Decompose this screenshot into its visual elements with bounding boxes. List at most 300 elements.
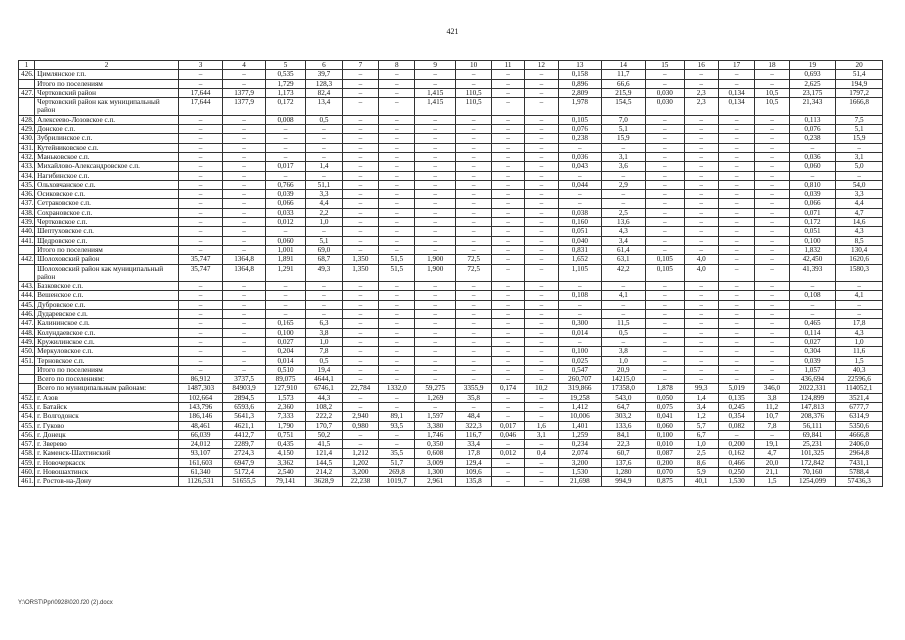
value-cell: – xyxy=(524,468,558,477)
value-cell: – xyxy=(755,125,789,134)
table-row xyxy=(19,291,883,300)
value-cell: 1487,303 xyxy=(178,384,223,393)
value-cell: 6947,9 xyxy=(223,458,265,467)
value-cell: 0,040 xyxy=(559,236,601,245)
value-cell: 0,044 xyxy=(559,180,601,189)
value-cell: – xyxy=(559,171,601,180)
value-cell: – xyxy=(646,365,684,374)
row-number-cell: 454. xyxy=(19,412,35,421)
value-cell: 4644,1 xyxy=(306,375,342,384)
value-cell: – xyxy=(524,440,558,449)
row-number-cell: 458. xyxy=(19,449,35,458)
value-cell: – xyxy=(718,282,754,291)
value-cell: 5,019 xyxy=(718,384,754,393)
value-cell: – xyxy=(646,79,684,88)
value-cell: – xyxy=(524,393,558,402)
value-cell: 2289,7 xyxy=(223,440,265,449)
value-cell: – xyxy=(524,337,558,346)
value-cell: 0,174 xyxy=(492,384,524,393)
value-cell: – xyxy=(718,328,754,337)
value-cell: – xyxy=(223,236,265,245)
value-cell: 3628,9 xyxy=(306,477,342,486)
value-cell: – xyxy=(718,245,754,254)
value-cell: – xyxy=(646,199,684,208)
value-cell: – xyxy=(524,134,558,143)
value-cell: 0,100 xyxy=(646,430,684,439)
value-cell: – xyxy=(178,115,223,124)
row-number-cell: 438. xyxy=(19,208,35,217)
value-cell: – xyxy=(178,319,223,328)
row-number-cell: 445. xyxy=(19,300,35,309)
value-cell: – xyxy=(178,162,223,171)
value-cell: 7,0 xyxy=(601,115,646,124)
value-cell: 0,766 xyxy=(265,180,305,189)
value-cell: – xyxy=(684,125,718,134)
value-cell: 6593,6 xyxy=(223,402,265,411)
value-cell: – xyxy=(455,162,491,171)
value-cell: 127,910 xyxy=(265,384,305,393)
value-cell: – xyxy=(223,319,265,328)
value-cell: – xyxy=(415,171,455,180)
value-cell: 10,2 xyxy=(524,384,558,393)
value-cell: 0,466 xyxy=(718,458,754,467)
value-cell: – xyxy=(524,190,558,199)
value-cell: – xyxy=(342,199,378,208)
value-cell: 1,415 xyxy=(415,88,455,97)
column-header: 14 xyxy=(601,61,646,70)
column-header: 7 xyxy=(342,61,378,70)
value-cell: 114052,1 xyxy=(836,384,883,393)
value-cell: 161,603 xyxy=(178,458,223,467)
value-cell: 64,7 xyxy=(601,402,646,411)
value-cell: – xyxy=(718,218,754,227)
value-cell: – xyxy=(455,310,491,319)
value-cell: – xyxy=(178,236,223,245)
value-cell: 10,5 xyxy=(755,88,789,97)
value-cell: 10,5 xyxy=(755,98,789,116)
row-name-cell: Всего по поселениям: xyxy=(35,375,179,384)
table-body xyxy=(19,70,883,486)
value-cell: – xyxy=(524,319,558,328)
value-cell: 5641,3 xyxy=(223,412,265,421)
value-cell: 11,2 xyxy=(755,402,789,411)
value-cell: – xyxy=(342,245,378,254)
value-cell: – xyxy=(178,300,223,309)
value-cell: – xyxy=(755,134,789,143)
value-cell: – xyxy=(178,347,223,356)
value-cell: – xyxy=(646,245,684,254)
value-cell: 208,376 xyxy=(789,412,836,421)
value-cell: – xyxy=(524,458,558,467)
value-cell: – xyxy=(455,79,491,88)
data-table xyxy=(18,60,883,487)
value-cell: 84,1 xyxy=(601,430,646,439)
value-cell: – xyxy=(524,88,558,97)
row-number-cell: 444. xyxy=(19,291,35,300)
table-row xyxy=(19,143,883,152)
value-cell: – xyxy=(379,337,415,346)
table-row xyxy=(19,255,883,264)
value-cell: 5,0 xyxy=(836,162,883,171)
value-cell: – xyxy=(524,375,558,384)
row-number-cell xyxy=(19,365,35,374)
column-header: 8 xyxy=(379,61,415,70)
value-cell: – xyxy=(178,356,223,365)
value-cell: – xyxy=(492,180,524,189)
value-cell: 7,5 xyxy=(836,115,883,124)
value-cell: – xyxy=(718,199,754,208)
value-cell: – xyxy=(492,88,524,97)
value-cell: – xyxy=(524,199,558,208)
value-cell: – xyxy=(492,98,524,116)
row-name-cell: Итого по поселениям xyxy=(35,79,179,88)
value-cell: 3,1 xyxy=(601,152,646,161)
value-cell: 1,415 xyxy=(415,98,455,116)
value-cell: 11,6 xyxy=(836,347,883,356)
value-cell: – xyxy=(524,98,558,116)
value-cell: – xyxy=(684,319,718,328)
value-cell: 0,875 xyxy=(646,477,684,486)
value-cell: 0,017 xyxy=(265,162,305,171)
value-cell: 0,113 xyxy=(789,115,836,124)
value-cell: 60,7 xyxy=(601,449,646,458)
value-cell: 110,5 xyxy=(455,88,491,97)
value-cell: – xyxy=(718,134,754,143)
value-cell: 3,8 xyxy=(306,328,342,337)
value-cell: 5,1 xyxy=(601,125,646,134)
value-cell: – xyxy=(379,180,415,189)
value-cell: 0,100 xyxy=(265,328,305,337)
value-cell: 0,076 xyxy=(789,125,836,134)
value-cell: – xyxy=(559,337,601,346)
value-cell: – xyxy=(178,125,223,134)
value-cell: – xyxy=(342,227,378,236)
value-cell: – xyxy=(524,328,558,337)
value-cell: 0,5 xyxy=(601,328,646,337)
value-cell: – xyxy=(342,79,378,88)
value-cell: – xyxy=(223,152,265,161)
table-row xyxy=(19,412,883,421)
column-header: 15 xyxy=(646,61,684,70)
value-cell: 0,017 xyxy=(492,421,524,430)
value-cell: 1,057 xyxy=(789,365,836,374)
value-cell: 35,5 xyxy=(379,449,415,458)
value-cell: – xyxy=(684,245,718,254)
value-cell: – xyxy=(379,208,415,217)
value-cell: 0,896 xyxy=(559,79,601,88)
value-cell: 1,5 xyxy=(836,356,883,365)
value-cell: 10,006 xyxy=(559,412,601,421)
value-cell: 1,900 xyxy=(415,255,455,264)
row-number-cell xyxy=(19,98,35,116)
value-cell: 1666,8 xyxy=(836,98,883,116)
value-cell: – xyxy=(379,245,415,254)
value-cell: – xyxy=(684,291,718,300)
value-cell: 4,3 xyxy=(601,227,646,236)
table-row xyxy=(19,347,883,356)
value-cell: 11,7 xyxy=(601,70,646,79)
table-row xyxy=(19,337,883,346)
value-cell: – xyxy=(755,190,789,199)
value-cell: – xyxy=(178,337,223,346)
value-cell: 4,7 xyxy=(755,449,789,458)
value-cell: – xyxy=(379,162,415,171)
value-cell: – xyxy=(306,227,342,236)
value-cell: 70,160 xyxy=(789,468,836,477)
value-cell: – xyxy=(646,190,684,199)
value-cell: – xyxy=(379,199,415,208)
value-cell: 17,8 xyxy=(836,319,883,328)
value-cell: – xyxy=(455,171,491,180)
value-cell: – xyxy=(415,125,455,134)
value-cell: 2,5 xyxy=(601,208,646,217)
value-cell: 2,809 xyxy=(559,88,601,97)
row-name-cell: Шолоховский район как муниципальный район xyxy=(35,264,179,282)
value-cell: 1,2 xyxy=(684,412,718,421)
column-header: 4 xyxy=(223,61,265,70)
value-cell: 0,435 xyxy=(265,440,305,449)
value-cell: – xyxy=(415,282,455,291)
value-cell: 1,891 xyxy=(265,255,305,264)
table-row xyxy=(19,384,883,393)
value-cell: – xyxy=(455,190,491,199)
value-cell: – xyxy=(415,356,455,365)
value-cell: 1,350 xyxy=(342,264,378,282)
value-cell: 21,343 xyxy=(789,98,836,116)
value-cell: 14,6 xyxy=(836,218,883,227)
value-cell: – xyxy=(223,365,265,374)
row-name-cell: Итого по поселениям xyxy=(35,365,179,374)
row-number-cell xyxy=(19,79,35,88)
table-row xyxy=(19,328,883,337)
value-cell: – xyxy=(755,319,789,328)
row-number-cell: 448. xyxy=(19,328,35,337)
column-header: 10 xyxy=(455,61,491,70)
value-cell: – xyxy=(492,319,524,328)
value-cell: – xyxy=(342,152,378,161)
value-cell: 5350,6 xyxy=(836,421,883,430)
value-cell: 3,8 xyxy=(755,393,789,402)
value-cell: – xyxy=(684,199,718,208)
value-cell: – xyxy=(718,365,754,374)
value-cell: – xyxy=(342,300,378,309)
value-cell: – xyxy=(223,356,265,365)
value-cell: 1019,7 xyxy=(379,477,415,486)
row-number-cell: 442. xyxy=(19,255,35,264)
value-cell: – xyxy=(415,218,455,227)
value-cell: – xyxy=(415,208,455,217)
value-cell: – xyxy=(789,300,836,309)
value-cell: – xyxy=(492,477,524,486)
value-cell: – xyxy=(178,190,223,199)
value-cell: – xyxy=(455,208,491,217)
value-cell: 4,0 xyxy=(684,255,718,264)
value-cell: 1377,9 xyxy=(223,88,265,97)
table-row xyxy=(19,125,883,134)
value-cell: – xyxy=(223,79,265,88)
value-cell: 0,465 xyxy=(789,319,836,328)
value-cell: 0,082 xyxy=(718,421,754,430)
value-cell: – xyxy=(646,310,684,319)
value-cell: 143,796 xyxy=(178,402,223,411)
value-cell: 0,134 xyxy=(718,98,754,116)
value-cell: – xyxy=(524,356,558,365)
value-cell: 82,4 xyxy=(306,88,342,97)
value-cell: – xyxy=(524,365,558,374)
value-cell: 2406,0 xyxy=(836,440,883,449)
value-cell: 72,5 xyxy=(455,264,491,282)
row-name-cell: Дубровское с.п. xyxy=(35,300,179,309)
value-cell: 2,961 xyxy=(415,477,455,486)
value-cell: – xyxy=(415,291,455,300)
row-number-cell: 457. xyxy=(19,440,35,449)
row-name-cell: г. Каменск-Шахтинский xyxy=(35,449,179,458)
value-cell: – xyxy=(379,190,415,199)
value-cell: – xyxy=(178,199,223,208)
value-cell: 0,250 xyxy=(718,468,754,477)
value-cell: – xyxy=(755,328,789,337)
value-cell: – xyxy=(492,255,524,264)
value-cell: 51,4 xyxy=(836,70,883,79)
value-cell: 7,8 xyxy=(755,421,789,430)
value-cell: 543,0 xyxy=(601,393,646,402)
value-cell: – xyxy=(836,310,883,319)
value-cell: – xyxy=(646,70,684,79)
value-cell: – xyxy=(492,468,524,477)
value-cell: – xyxy=(455,125,491,134)
table-row xyxy=(19,449,883,458)
value-cell: – xyxy=(342,310,378,319)
value-cell: – xyxy=(178,227,223,236)
value-cell: – xyxy=(755,171,789,180)
value-cell: – xyxy=(342,375,378,384)
value-cell: – xyxy=(646,236,684,245)
row-number-cell xyxy=(19,245,35,254)
value-cell: – xyxy=(492,143,524,152)
table-row xyxy=(19,375,883,384)
value-cell: 1,291 xyxy=(265,264,305,282)
value-cell: 3,3 xyxy=(306,190,342,199)
value-cell: – xyxy=(379,79,415,88)
value-cell: 20,9 xyxy=(601,365,646,374)
value-cell: 222,2 xyxy=(306,412,342,421)
value-cell: – xyxy=(223,180,265,189)
value-cell: – xyxy=(342,218,378,227)
value-cell: 0,350 xyxy=(415,440,455,449)
value-cell: – xyxy=(178,134,223,143)
value-cell: – xyxy=(342,98,378,116)
value-cell: 0,012 xyxy=(492,449,524,458)
value-cell: – xyxy=(684,236,718,245)
value-cell: 2894,5 xyxy=(223,393,265,402)
row-name-cell: г. Новочеркасск xyxy=(35,458,179,467)
value-cell: 61,4 xyxy=(601,245,646,254)
value-cell: – xyxy=(455,300,491,309)
value-cell: – xyxy=(836,300,883,309)
value-cell: – xyxy=(342,143,378,152)
value-cell: 1,0 xyxy=(836,337,883,346)
value-cell: 1,573 xyxy=(265,393,305,402)
value-cell: – xyxy=(718,143,754,152)
value-cell: 4,4 xyxy=(836,199,883,208)
value-cell: – xyxy=(755,152,789,161)
row-number-cell: 455. xyxy=(19,421,35,430)
column-header: 3 xyxy=(178,61,223,70)
value-cell: 130,4 xyxy=(836,245,883,254)
value-cell: – xyxy=(646,162,684,171)
value-cell: – xyxy=(789,310,836,319)
value-cell: – xyxy=(223,115,265,124)
value-cell: 0,025 xyxy=(559,356,601,365)
value-cell: – xyxy=(342,115,378,124)
value-cell: 20,0 xyxy=(755,458,789,467)
value-cell: – xyxy=(684,310,718,319)
value-cell: – xyxy=(223,227,265,236)
table-row xyxy=(19,430,883,439)
row-name-cell: Кружилинское с.п. xyxy=(35,337,179,346)
column-header: 11 xyxy=(492,61,524,70)
row-number-cell: 459. xyxy=(19,458,35,467)
value-cell: – xyxy=(265,282,305,291)
value-cell: – xyxy=(684,337,718,346)
value-cell: – xyxy=(492,264,524,282)
value-cell: 0,160 xyxy=(559,218,601,227)
value-cell: – xyxy=(265,300,305,309)
value-cell: – xyxy=(342,393,378,402)
value-cell: 1,790 xyxy=(265,421,305,430)
value-cell: 0,165 xyxy=(265,319,305,328)
table-row xyxy=(19,319,883,328)
value-cell: – xyxy=(265,310,305,319)
value-cell: 0,751 xyxy=(265,430,305,439)
table-row xyxy=(19,421,883,430)
row-name-cell: г. Гуково xyxy=(35,421,179,430)
value-cell: 124,899 xyxy=(789,393,836,402)
row-number-cell: 443. xyxy=(19,282,35,291)
value-cell: – xyxy=(455,152,491,161)
value-cell: – xyxy=(559,190,601,199)
value-cell: 4,7 xyxy=(836,208,883,217)
value-cell: 68,7 xyxy=(306,255,342,264)
value-cell: – xyxy=(492,356,524,365)
value-cell: – xyxy=(415,245,455,254)
value-cell: – xyxy=(559,282,601,291)
value-cell: – xyxy=(755,347,789,356)
value-cell: – xyxy=(524,236,558,245)
value-cell: 13,6 xyxy=(601,218,646,227)
value-cell: 0,051 xyxy=(559,227,601,236)
value-cell: 13,4 xyxy=(306,98,342,116)
value-cell: – xyxy=(492,115,524,124)
value-cell: 48,4 xyxy=(455,412,491,421)
value-cell: – xyxy=(379,319,415,328)
value-cell: – xyxy=(342,236,378,245)
value-cell: 22596,6 xyxy=(836,375,883,384)
value-cell: 1,259 xyxy=(559,430,601,439)
value-cell: 1126,531 xyxy=(178,477,223,486)
row-number-cell: 460. xyxy=(19,468,35,477)
table-row xyxy=(19,162,883,171)
table-row xyxy=(19,218,883,227)
row-name-cell: Вешенское с.п. xyxy=(35,291,179,300)
value-cell: – xyxy=(755,199,789,208)
row-name-cell: Сетраковское с.п. xyxy=(35,199,179,208)
value-cell: 0,027 xyxy=(789,337,836,346)
value-cell: 0,304 xyxy=(789,347,836,356)
value-cell: 6746,1 xyxy=(306,384,342,393)
value-cell: 102,664 xyxy=(178,393,223,402)
value-cell: – xyxy=(342,319,378,328)
